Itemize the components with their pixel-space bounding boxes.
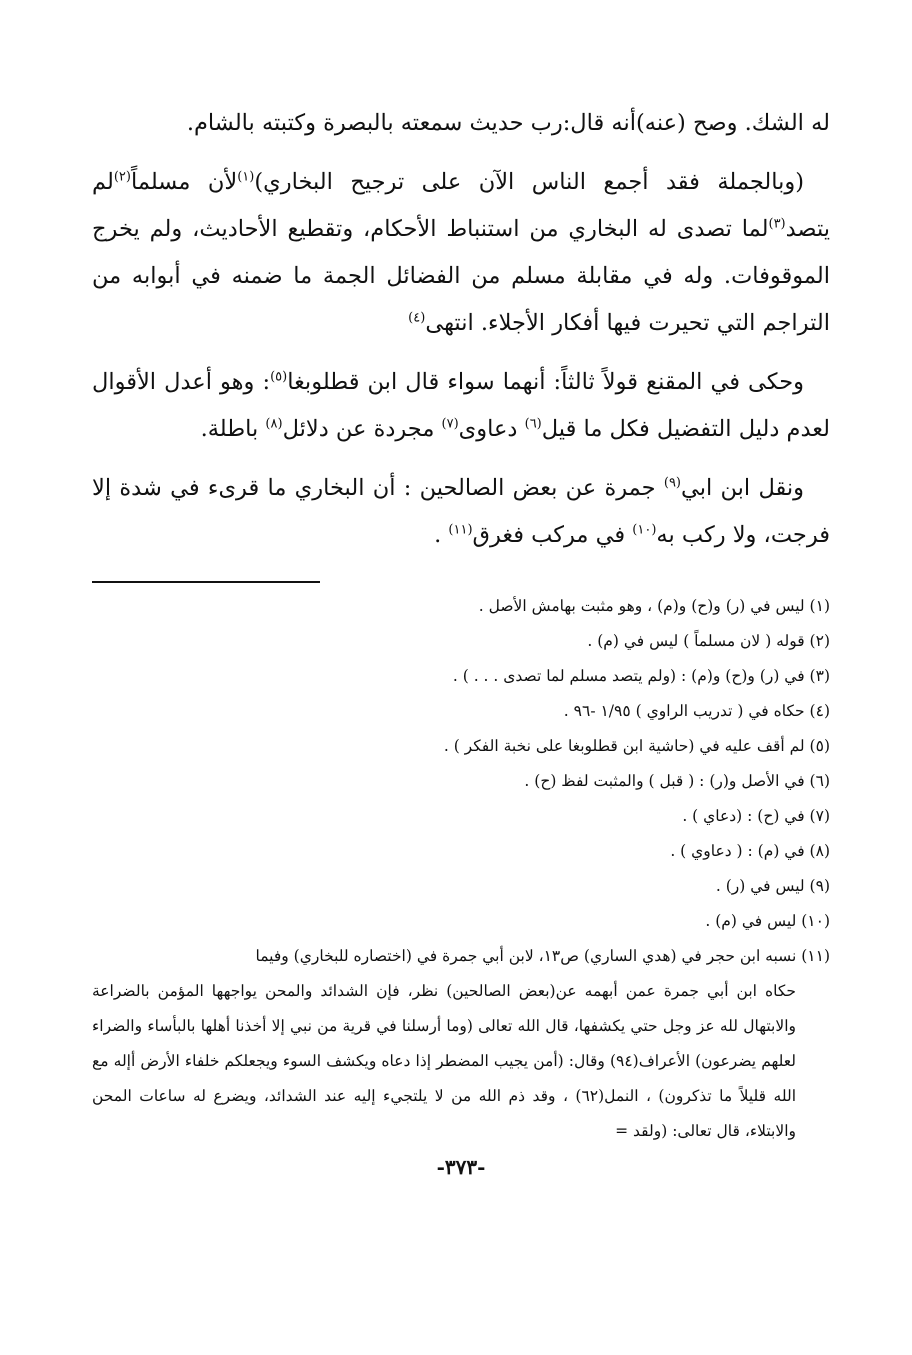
footnote-7: (٧) في (ح) : (دعاي ) . xyxy=(682,807,830,825)
footnote-11-first-line: (١١) نسبه ابن حجر في (هدي الساري) ص١٣، لابن أبي جمرة في (اختصاره للبخاري) وفيما xyxy=(255,947,830,965)
footnote-3: (٣) في (ر) و(ح) و(م) : (ولم يتصد مسلم لما تصدى . . . ) . xyxy=(452,667,830,685)
footnote-11 xyxy=(92,939,830,1149)
footnote-ref-10: (١٠) xyxy=(632,522,657,538)
footnote-ref-6: (٦) xyxy=(524,416,542,432)
paragraph-4-text-b: جمرة عن بعض الصالحين : أن البخاري ما قرىء في شدة إلا فرجت، ولا ركب به xyxy=(92,475,830,548)
paragraph-2-text-d: لما تصدى له البخاري من استنباط الأحكام، وتقطيع الأحاديث، ولم يخرج الموقوفات. وله في مقابلة مسلم من الفضائل الجمة ما ضمنه في أبوابه من التراجم التي تحيرت فيها أفكار الأجلاء. انتهى xyxy=(92,216,830,336)
page-number: -٣٧٣- xyxy=(436,1155,486,1179)
footnote-ref-9: (٩) xyxy=(663,475,681,491)
footnote-5: (٥) لم أقف عليه في (حاشية ابن قطلوبغا على نخبة الفكر ) . xyxy=(443,737,830,755)
paragraph-3-text-b: : وهو أعدل الأقوال لعدم دليل التفضيل فكل ما قيل xyxy=(92,369,830,442)
paragraph-1 xyxy=(92,100,830,147)
footnote-ref-2: (٢) xyxy=(113,169,131,185)
footnote-1: (١) ليس في (ر) و(ح) و(م) ، وهو مثبت بهامش الأصل . xyxy=(478,597,830,615)
footnote-separator xyxy=(92,581,320,583)
footnote-ref-8: (٨) xyxy=(265,416,283,432)
footnote-6: (٦) في الأصل و(ر) : ( قبل ) والمثبت لفظ (ح) . xyxy=(524,772,830,790)
paragraph-4-text-c: في مركب فغرق xyxy=(472,522,626,548)
footnotes xyxy=(92,589,830,1149)
footnote-ref-1: (١) xyxy=(237,169,255,185)
footnote-11-continuation: حكاه ابن أبي جمرة عمن أبهمه عن(بعض الصالحين) نظر، فإن الشدائد والمحن يواجهها المؤمن بالضراعة والابتهال لله عز وجل حتي يكشفها، قال الله تعالى (وما أرسلنا في قرية من نبي إلا أخذنا أهلها بالبأساء والضراء لعلهم يضرعون) الأعراف(٩٤) وقال: (أمن يجيب المضطر إذا دعاه ويكشف السوء ويجعلكم خلفاء الأرض أإله مع الله قليلاً ما تذكرون) ، النمل(٦٢) ، وقد ذم الله من لا يلتجيء إليه عند الشدائد، ويضرع له ساعات المحن والابتلاء، قال تعالى: (ولقد = xyxy=(92,982,796,1140)
footnote-ref-4: (٤) xyxy=(408,310,426,326)
paragraph-4-text-d: . xyxy=(434,522,442,548)
footnote-8: (٨) في (م) : ( دعاوي ) . xyxy=(670,842,830,860)
footnote-9: (٩) ليس في (ر) . xyxy=(715,877,830,895)
paragraph-3-text-a: وحكى في المقنع قولاً ثالثاً: أنهما سواء قال ابن قطلوبغا xyxy=(287,369,804,395)
paragraph-3 xyxy=(92,359,830,453)
footnote-10: (١٠) ليس في (م) . xyxy=(705,912,830,930)
main-text xyxy=(92,100,830,559)
footnote-ref-3: (٣) xyxy=(768,216,786,232)
paragraph-4 xyxy=(92,465,830,559)
footnote-ref-5: (٥) xyxy=(270,369,288,385)
footnote-2: (٢) قوله ( لان مسلماً ) ليس في (م) . xyxy=(587,632,830,650)
footnote-ref-7: (٧) xyxy=(441,416,459,432)
paragraph-1-text: له الشك. وصح (عنه)أنه قال:رب حديث سمعته بالبصرة وكتبته بالشام. xyxy=(186,110,830,136)
footnote-4: (٤) حكاه في ( تدريب الراوي ) ١/٩٥ -٩٦ . xyxy=(563,702,830,720)
paragraph-3-text-c: دعاوى xyxy=(458,416,518,442)
paragraph-2-text-b: لأن مسلماً xyxy=(130,169,238,195)
paragraph-3-text-d: مجردة عن دلائل xyxy=(282,416,435,442)
footnote-ref-11: (١١) xyxy=(448,522,473,538)
paragraph-4-text-a: ونقل ابن ابي xyxy=(681,475,805,501)
paragraph-2-text-a: (وبالجملة فقد أجمع الناس الآن على ترجيح البخاري) xyxy=(254,169,804,195)
paragraph-2-text-c: لم يتصد xyxy=(92,169,830,242)
paragraph-2 xyxy=(92,159,830,347)
paragraph-3-text-e: باطلة. xyxy=(200,416,259,442)
